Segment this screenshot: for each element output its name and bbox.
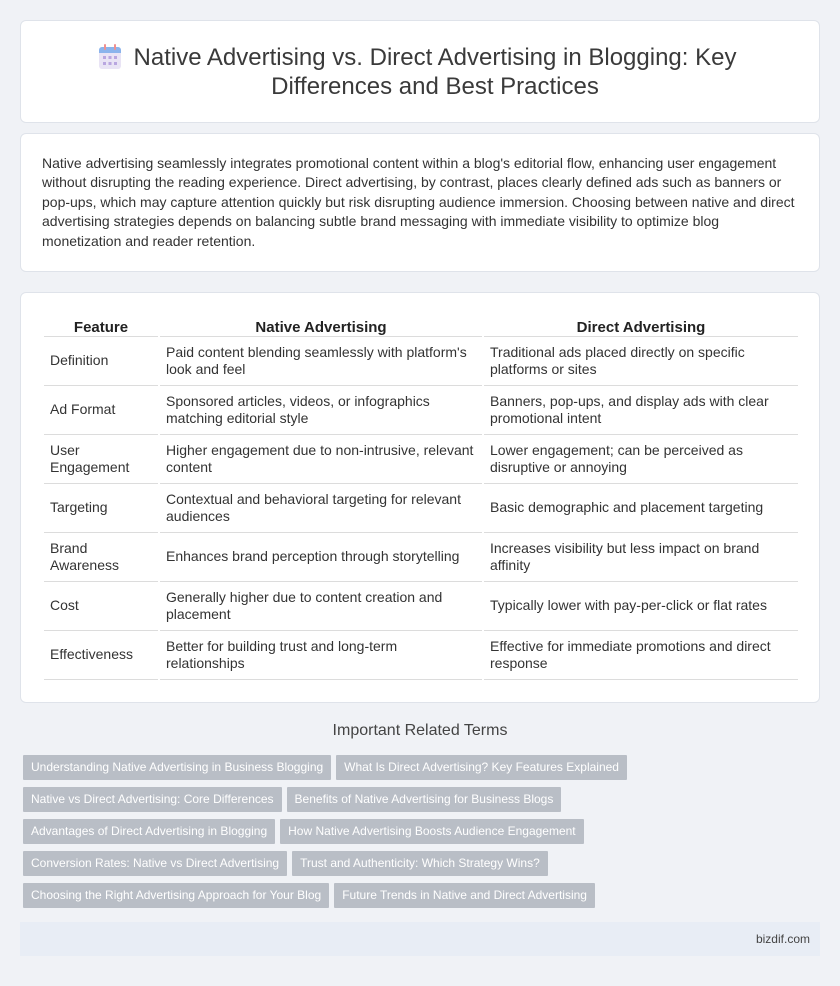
feature-cell: Effectiveness xyxy=(44,631,158,680)
feature-cell: Cost xyxy=(44,582,158,631)
related-term-link[interactable]: Benefits of Native Advertising for Business Blogs xyxy=(287,787,562,812)
footer-bar xyxy=(20,922,820,956)
direct-cell: Lower engagement; can be perceived as disruptive or annoying xyxy=(484,435,798,484)
intro-card xyxy=(20,133,820,272)
table-header-row xyxy=(44,313,798,337)
related-term-link[interactable]: Understanding Native Advertising in Business Blogging xyxy=(23,755,331,780)
title-card xyxy=(20,20,820,123)
table-row xyxy=(44,337,798,386)
table-row xyxy=(44,533,798,582)
footer-brand[interactable]: bizdif.com xyxy=(755,932,810,946)
header-native: Native Advertising xyxy=(160,313,482,337)
related-terms-heading: Important Related Terms xyxy=(332,722,508,739)
feature-cell: Ad Format xyxy=(44,386,158,435)
direct-cell: Traditional ads placed directly on specific platforms or sites xyxy=(484,337,798,386)
page-title: Native Advertising vs. Direct Advertising in Blogging: Key Differences and Best Practices xyxy=(133,44,737,100)
table-row xyxy=(44,582,798,631)
header-direct: Direct Advertising xyxy=(484,313,798,337)
feature-cell: User Engagement xyxy=(44,435,158,484)
related-terms-list xyxy=(23,755,823,915)
related-term-link[interactable]: What Is Direct Advertising? Key Features Explained xyxy=(336,755,627,780)
direct-cell: Typically lower with pay-per-click or flat rates xyxy=(484,582,798,631)
related-term-link[interactable]: How Native Advertising Boosts Audience Engagement xyxy=(280,819,584,844)
native-cell: Sponsored articles, videos, or infographics matching editorial style xyxy=(160,386,482,435)
intro-paragraph: Native advertising seamlessly integrates promotional content within a blog's editorial flow, enhancing user engagement without disrupting the reading experience. Direct advertising, by contrast, places clearly defined ads such as banners or pop-ups, which may capture attention quickly but risk disrupting audience immersion. Choosing between native and direct advertising strategies depends on balancing subtle brand messaging with immediate visibility to optimize blog monetization and reader retention. xyxy=(42,155,795,249)
related-term-link[interactable]: Native vs Direct Advertising: Core Differences xyxy=(23,787,282,812)
table-row xyxy=(44,435,798,484)
direct-cell: Banners, pop-ups, and display ads with clear promotional intent xyxy=(484,386,798,435)
header-feature: Feature xyxy=(44,313,158,337)
related-term-link[interactable]: Choosing the Right Advertising Approach for Your Blog xyxy=(23,883,329,908)
direct-cell: Basic demographic and placement targeting xyxy=(484,484,798,533)
table-row xyxy=(44,386,798,435)
native-cell: Better for building trust and long-term relationships xyxy=(160,631,482,680)
comparison-table-card xyxy=(20,292,820,703)
table-row xyxy=(44,484,798,533)
feature-cell: Brand Awareness xyxy=(44,533,158,582)
native-cell: Paid content blending seamlessly with platform's look and feel xyxy=(160,337,482,386)
table-row xyxy=(44,631,798,680)
direct-cell: Increases visibility but less impact on brand affinity xyxy=(484,533,798,582)
native-cell: Higher engagement due to non-intrusive, relevant content xyxy=(160,435,482,484)
related-term-link[interactable]: Advantages of Direct Advertising in Blogging xyxy=(23,819,275,844)
feature-cell: Targeting xyxy=(44,484,158,533)
native-cell: Enhances brand perception through storytelling xyxy=(160,533,482,582)
related-term-link[interactable]: Conversion Rates: Native vs Direct Advertising xyxy=(23,851,287,876)
comparison-table xyxy=(42,313,800,680)
direct-cell: Effective for immediate promotions and direct response xyxy=(484,631,798,680)
related-term-link[interactable]: Future Trends in Native and Direct Advertising xyxy=(334,883,595,908)
related-term-link[interactable]: Trust and Authenticity: Which Strategy Wins? xyxy=(292,851,548,876)
native-cell: Generally higher due to content creation and placement xyxy=(160,582,482,631)
native-cell: Contextual and behavioral targeting for relevant audiences xyxy=(160,484,482,533)
feature-cell: Definition xyxy=(44,337,158,386)
